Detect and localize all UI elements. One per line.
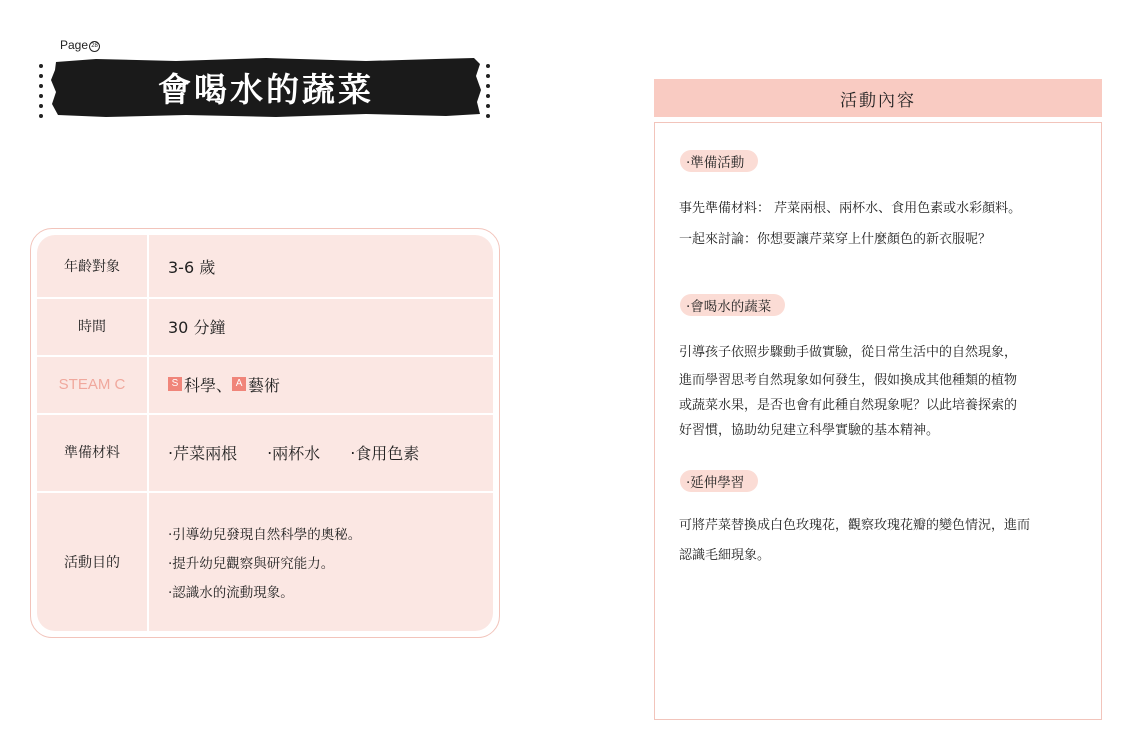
art-badge: A xyxy=(232,377,246,391)
page-number: 28 xyxy=(89,41,100,52)
preparation-line: 事先準備材料： 芹菜兩根、兩杯水、食用色素或水彩顏料。 xyxy=(679,201,1022,216)
info-table xyxy=(37,235,493,631)
science-badge: S xyxy=(168,377,182,391)
preparation-line: 一起來討論：你想要讓芹菜穿上什麼顏色的新衣服呢？ xyxy=(679,232,992,247)
goal-item: ‧認識水的流動現象。 xyxy=(168,585,294,601)
main-activity-line: 或蔬菜水果，是否也會有此種自然現象呢？以此培養探索的 xyxy=(679,398,1018,413)
section-title-extension: ‧延伸學習 xyxy=(680,470,758,492)
row-materials xyxy=(37,413,493,493)
activity-header: 活動內容 xyxy=(654,79,1102,117)
main-activity-line: 好習慣，協助幼兒建立科學實驗的基本精神。 xyxy=(679,423,940,438)
science-text: 科學 xyxy=(184,375,217,395)
row-age xyxy=(37,235,493,299)
materials-value xyxy=(168,413,485,491)
page-title: 會喝水的蔬菜 xyxy=(158,70,374,109)
section-title-preparation: ‧準備活動 xyxy=(680,150,758,172)
extension-line: 認識毛細現象。 xyxy=(679,548,771,563)
row-goals xyxy=(37,491,493,631)
row-time xyxy=(37,297,493,357)
age-label: 年齡對象 xyxy=(37,235,149,297)
info-card xyxy=(30,228,500,638)
material-item: ‧兩杯水 xyxy=(267,443,321,463)
time-value: 30 分鐘 xyxy=(168,317,226,337)
extension-line: 可將芹菜替換成白色玫瑰花，觀察玫瑰花瓣的變色情況，進而 xyxy=(679,518,1031,533)
steam-label: STEAM C xyxy=(37,355,149,413)
row-steam xyxy=(37,355,493,415)
activity-content xyxy=(654,122,1102,720)
title-banner xyxy=(36,56,496,120)
age-value: 3-6 歲 xyxy=(168,257,216,277)
steam-separator: 、 xyxy=(216,375,233,395)
time-label: 時間 xyxy=(37,297,149,355)
goal-item: ‧提升幼兒觀察與研究能力。 xyxy=(168,556,335,572)
materials-label: 準備材料 xyxy=(37,413,149,491)
material-item: ‧食用色素 xyxy=(350,443,420,463)
page-label-text: Page xyxy=(60,38,89,52)
material-item: ‧芹菜兩根 xyxy=(168,443,238,463)
steam-value xyxy=(168,355,485,413)
goals-label: 活動目的 xyxy=(37,491,149,631)
goal-item: ‧引導幼兒發現自然科學的奧秘。 xyxy=(168,527,362,543)
art-text: 藝術 xyxy=(248,375,281,395)
page-label xyxy=(60,38,100,52)
main-activity-line: 進而學習思考自然現象如何發生，假如換成其他種類的植物 xyxy=(679,373,1018,388)
goals-value xyxy=(168,491,485,631)
section-title-main-activity: ‧會喝水的蔬菜 xyxy=(680,294,785,316)
goals-list xyxy=(168,523,361,601)
main-activity-line: 引導孩子依照步驟動手做實驗，從日常生活中的自然現象， xyxy=(679,345,1018,360)
